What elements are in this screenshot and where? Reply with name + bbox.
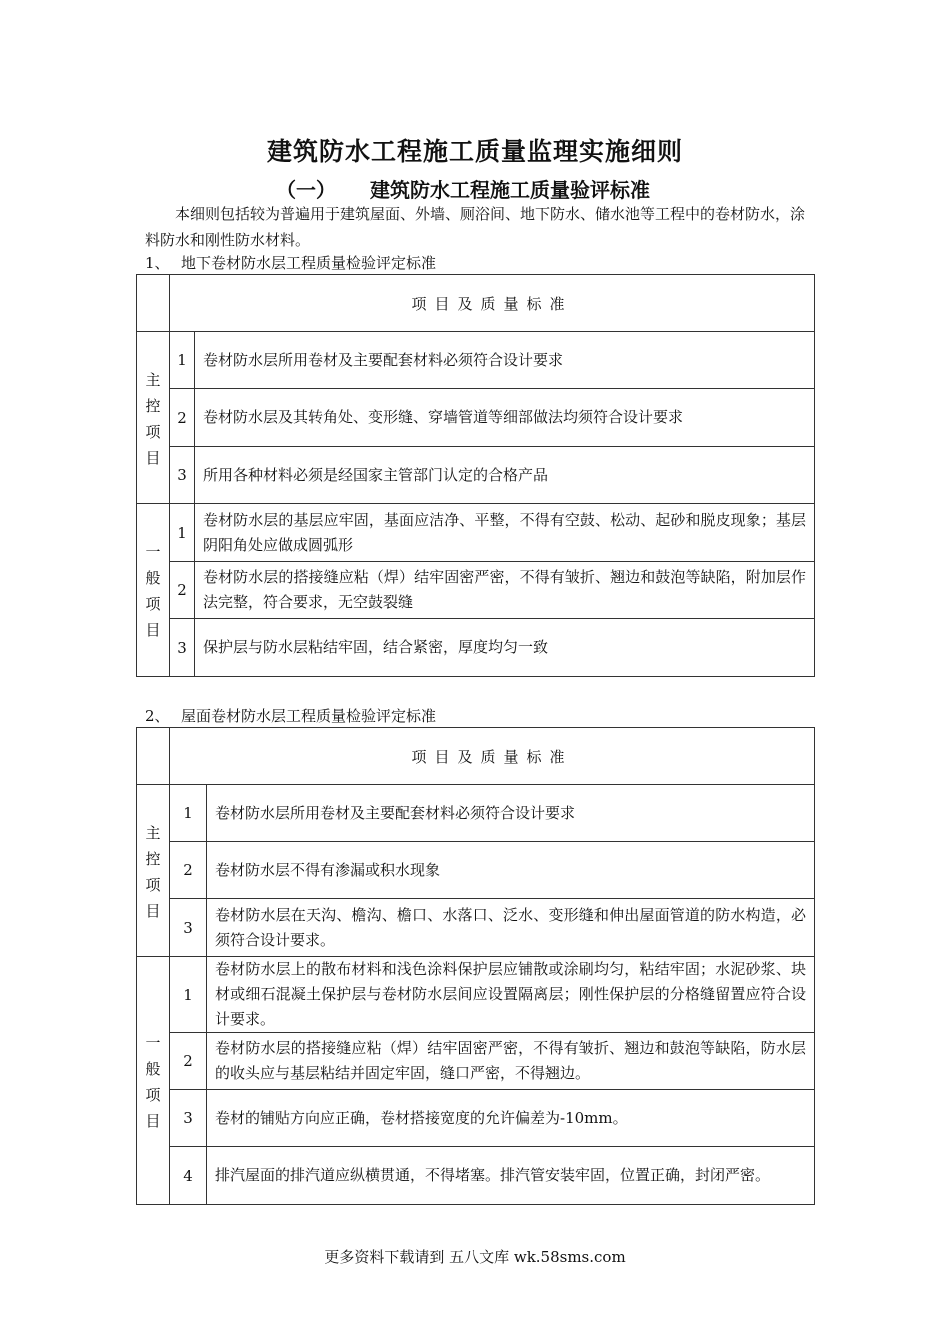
general-group: 一 般 项 目: [137, 957, 170, 1205]
item-number: 1: [170, 504, 195, 562]
section1-title: 地下卷材防水层工程质量检验评定标准: [181, 254, 437, 272]
table-row: [137, 1090, 815, 1147]
main-control-group: 主 控 项 目: [137, 785, 170, 957]
table-row: [137, 1147, 815, 1205]
item-number: 3: [170, 447, 195, 504]
item-text: 卷材防水层不得有渗漏或积水现象: [207, 842, 815, 899]
section2-number: 2、: [145, 707, 170, 725]
item-text: 所用各种材料必须是经国家主管部门认定的合格产品: [195, 447, 815, 504]
item-text: 卷材防水层的搭接缝应粘（焊）结牢固密严密，不得有皱折、翘边和鼓泡等缺陷，附加层作法完整，符合要求，无空鼓裂缝: [195, 562, 815, 619]
item-text: 卷材防水层在天沟、檐沟、檐口、水落口、泛水、变形缝和伸出屋面管道的防水构造，必须符合设计要求。: [207, 899, 815, 957]
general-group: 一 般 项 目: [137, 504, 170, 677]
item-number: 1: [170, 332, 195, 389]
subtitle-text: 建筑防水工程施工质量验评标准: [370, 178, 650, 202]
item-text: 卷材防水层及其转角处、变形缝、穿墙管道等细部做法均须符合设计要求: [195, 389, 815, 447]
section2-table: [136, 727, 815, 1205]
table-header: 项目及质量标准: [170, 275, 815, 332]
intro-paragraph: 本细则包括较为普遍用于建筑屋面、外墙、厕浴间、地下防水、储水池等工程中的卷材防水，涂料防水和刚性防水材料。: [145, 205, 806, 249]
item-number: 3: [170, 1090, 207, 1147]
item-number: 2: [170, 842, 207, 899]
item-number: 2: [170, 389, 195, 447]
item-number: 3: [170, 619, 195, 677]
item-text: 卷材防水层所用卷材及主要配套材料必须符合设计要求: [195, 332, 815, 389]
item-number: 2: [170, 562, 195, 619]
main-control-group: 主 控 项 目: [137, 332, 170, 504]
item-text: 卷材防水层的基层应牢固，基面应洁净、平整，不得有空鼓、松动、起砂和脱皮现象；基层阴阳角处应做成圆弧形: [195, 504, 815, 562]
item-text: 排汽屋面的排汽道应纵横贯通，不得堵塞。排汽管安装牢固，位置正确，封闭严密。: [207, 1147, 815, 1205]
table-row: [137, 332, 815, 389]
table-header-row: [137, 728, 815, 785]
header-blank-cell: [137, 728, 170, 785]
document-title: 建筑防水工程施工质量监理实施细则: [266, 137, 683, 166]
item-text: 卷材防水层上的散布材料和浅色涂料保护层应铺散或涂刷均匀，粘结牢固；水泥砂浆、块材或细石混凝土保护层与卷材防水层间应设置隔离层；刚性保护层的分格缝留置应符合设计要求。: [207, 957, 815, 1033]
table-header-row: [137, 275, 815, 332]
subtitle: [0, 174, 950, 202]
header-blank-cell: [137, 275, 170, 332]
table-header: 项目及质量标准: [170, 728, 815, 785]
section2-heading: [145, 705, 436, 726]
item-number: 1: [170, 957, 207, 1033]
section2-title: 屋面卷材防水层工程质量检验评定标准: [181, 707, 437, 725]
table-row: [137, 957, 815, 1033]
item-text: 卷材防水层所用卷材及主要配套材料必须符合设计要求: [207, 785, 815, 842]
table-row: [137, 619, 815, 677]
subtitle-number: （一）: [276, 178, 336, 202]
item-number: 2: [170, 1033, 207, 1090]
table-row: [137, 447, 815, 504]
table-row: [137, 785, 815, 842]
section1-table: [136, 274, 815, 677]
table-row: [137, 842, 815, 899]
item-text: 卷材防水层的搭接缝应粘（焊）结牢固密严密，不得有皱折、翘边和鼓泡等缺陷，防水层的收头应与基层粘结并固定牢固，缝口严密，不得翘边。: [207, 1033, 815, 1090]
section1-number: 1、: [145, 254, 170, 272]
item-text: 卷材的铺贴方向应正确，卷材搭接宽度的允许偏差为-10mm。: [207, 1090, 815, 1147]
table-row: [137, 562, 815, 619]
table-row: [137, 389, 815, 447]
item-number: 3: [170, 899, 207, 957]
footer-text: 更多资料下载请到 五八文库 wk.58sms.com: [324, 1248, 626, 1266]
table-row: [137, 1033, 815, 1090]
section1-heading: [145, 252, 436, 273]
item-number: 4: [170, 1147, 207, 1205]
table-row: [137, 504, 815, 562]
table-row: [137, 899, 815, 957]
item-text: 保护层与防水层粘结牢固，结合紧密，厚度均匀一致: [195, 619, 815, 677]
item-number: 1: [170, 785, 207, 842]
